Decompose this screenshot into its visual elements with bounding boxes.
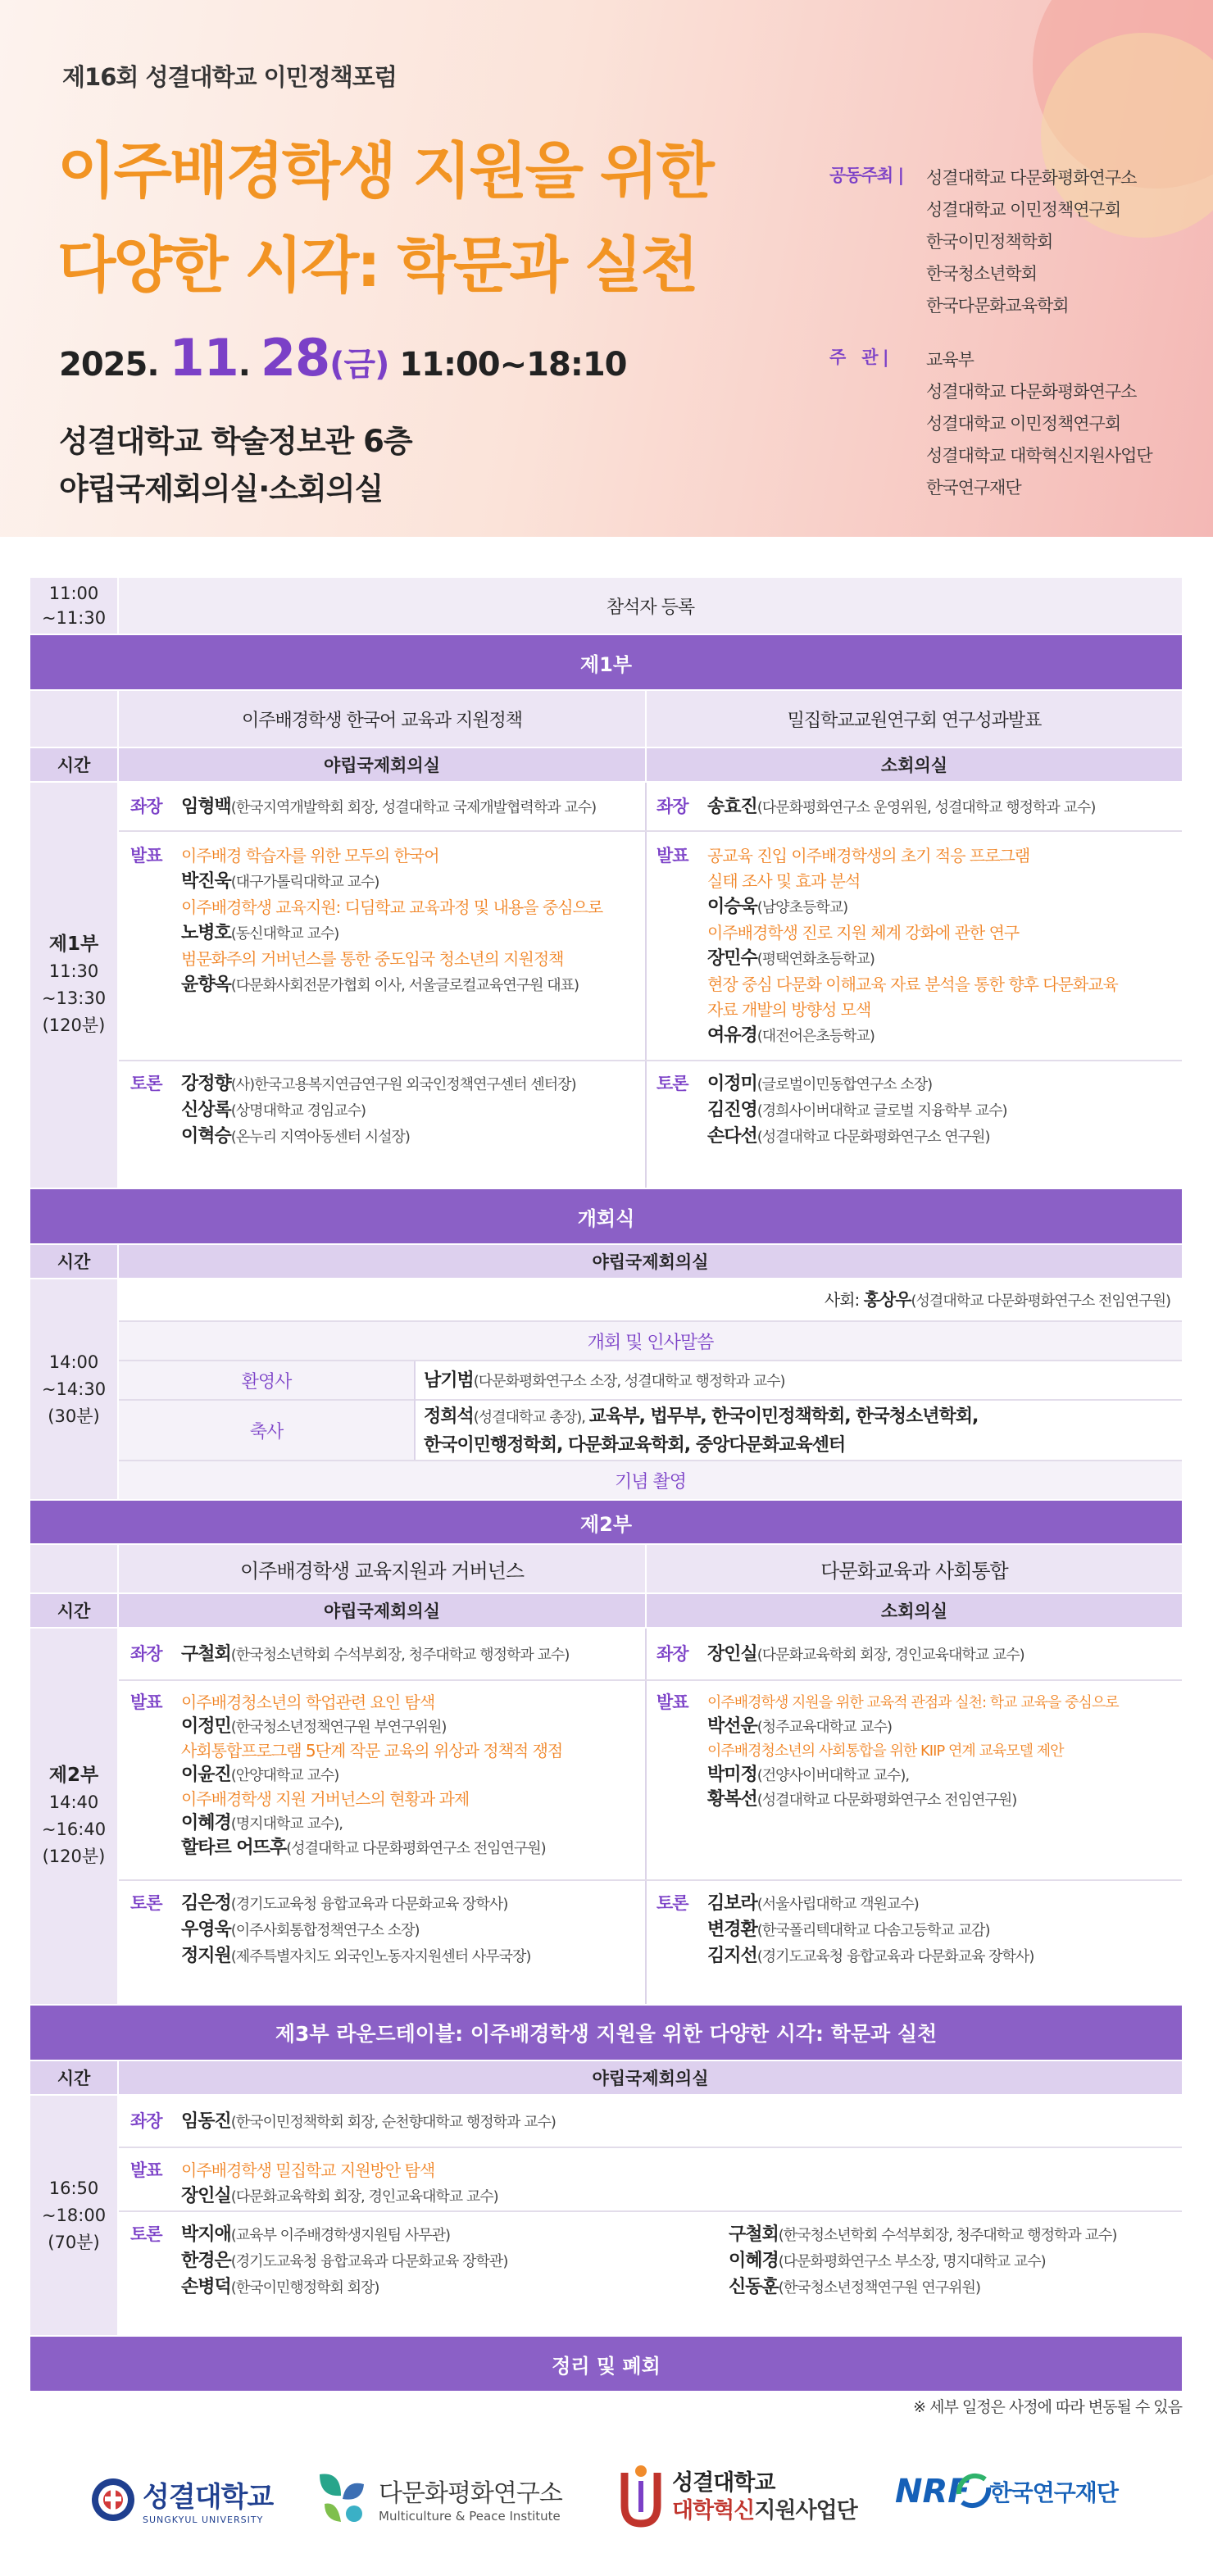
sungkyul-logo: 성결대학교 SUNGKYUL UNIVERSITY <box>90 2474 273 2525</box>
org-item: 성결대학교 다문화평화연구소 <box>926 168 1137 188</box>
venue-line-2: 야립국제회의실·소회의실 <box>59 471 384 507</box>
room-label: 소회의실 <box>647 1594 1182 1627</box>
discussion-row-right: 구철회(한국청소년학회 수석부회장, 청주대학교 행정학과 교수) 이혜경(다문화평화연구소 부소장, 명지대학교 교수) 신동훈(한국청소년정책연구원 연구위원) <box>729 2224 1117 2297</box>
time-header: 시간 <box>30 2061 117 2094</box>
welcome-row: 남기범(다문화평화연구소 소장, 성결대학교 행정학과 교수) <box>424 1370 785 1391</box>
session-2-left-topic: 이주배경학생 교육지원과 거버넌스 <box>119 1545 645 1592</box>
title-line-1: 이주배경학생 지원을 위한 <box>57 136 712 207</box>
poster-header <box>0 0 1213 537</box>
schedule-note: ※ 세부 일정은 사정에 따라 변동될 수 있음 <box>913 2398 1182 2416</box>
registration-time: 11:00 ~11:30 <box>30 578 117 634</box>
org-item: 한국이민정책학회 <box>926 232 1053 252</box>
event-date: 2025. 11. 28(금) 11:00~18:10 <box>59 328 627 388</box>
org-item: 성결대학교 다문화평화연구소 <box>926 382 1137 402</box>
session-2-right-topic: 다문화교육과 사회통합 <box>647 1545 1182 1592</box>
session-1-time: 제1부 11:30 ~13:30 (120분) <box>30 783 117 1188</box>
opening-time: 14:00 ~14:30 (30분) <box>30 1279 117 1499</box>
session-1-right-topic: 밀집학교교원연구회 연구성과발표 <box>647 691 1182 747</box>
greeting-title: 개회 및 인사말씀 <box>119 1322 1182 1360</box>
registration-label: 참석자 등록 <box>119 578 1182 634</box>
org-item: 한국다문화교육학회 <box>926 296 1069 316</box>
session-3-time: 16:50 ~18:00 (70분) <box>30 2096 117 2335</box>
org-item: 성결대학교 이민정책연구회 <box>926 414 1121 434</box>
time-header: 시간 <box>30 748 117 781</box>
session-2-body: 좌장 구철회(한국청소년학회 수석부회장, 청주대학교 행정학과 교수) 발표 이주배경청소년의 학업관련 요인 탐색 이정민(한국청소년정책연구원 부연구위원) 사회통합프로그램 5단계 작문 교육의 위상과 정책적 쟁점 이윤진(안양대학교 교수) 이주배경학생 지원 거버넌스의 현황과 과제 이혜경(명지대학교 교수), 할타르 어뜨후(성결대학교 다문화평화연구소 전임연구원) 토론 김은정(경기도교육청 융합교육과 다문화교육 장학사) 우영욱(이주사회통합정책연구소 소장) 정지원(제주특별자치도 외국인노동자지원센터 사무국장) 좌장 장인실(다문화교육학회 회장, 경인교육대학교 교수) 발표 이주배경학생 지원을 위한 교육적 관점과 실천: 학교 교육을 중심으로 박선운(청주교육대학교 교수) 이주배경청소년의 사회통합을 위한 KIIP 연계 교육모델 제안 박미정(건양사이버대학교 교수), 황복선(성결대학교 다문화평화연구소 전임연구원) 토론 김보라(서울사립대학교 객원교수) 변경환(한국폴리텍대학교 다솜고등학교 교감) 김지선(경기도교육청 융합교육과 다문화교육 장학사) <box>119 1629 1182 2004</box>
cohost-label: 공동주최 | <box>829 166 904 185</box>
org-item: 성결대학교 이민정책연구회 <box>926 200 1121 220</box>
session-3-title: 제3부 라운드테이블: 이주배경학생 지원을 위한 다양한 시각: 학문과 실천 <box>30 2006 1182 2060</box>
closing-title: 정리 및 폐회 <box>30 2337 1182 2391</box>
org-item: 한국연구재단 <box>926 478 1021 497</box>
globe-arc-icon <box>952 2469 992 2509</box>
room-label: 야립국제회의실 <box>119 1594 645 1627</box>
leaf-emblem-icon <box>313 2468 370 2528</box>
org-item: 성결대학교 대학혁신지원사업단 <box>926 446 1152 466</box>
blank-cell <box>30 691 117 747</box>
time-header: 시간 <box>30 1594 117 1627</box>
u-emblem-icon <box>616 2463 666 2532</box>
session-1-title: 제1부 <box>30 635 1182 689</box>
session-1-left-topic: 이주배경학생 한국어 교육과 지원정책 <box>119 691 645 747</box>
opening-title: 개회식 <box>30 1189 1182 1243</box>
nrf-logo: NRF 한국연구재단 <box>895 2473 1118 2510</box>
org-item: 한국청소년학회 <box>926 264 1038 284</box>
venue-line-1: 성결대학교 학술정보관 6층 <box>59 424 412 459</box>
university-seal-icon <box>90 2477 136 2523</box>
room-label: 야립국제회의실 <box>119 748 645 781</box>
sponsor-logos <box>0 2447 1213 2561</box>
congrats-row: 정희석(성결대학교 총장), 교육부, 법무부, 한국이민정책학회, 한국청소년학회, 한국이민행정학회, 다문화교육학회, 중앙다문화교육센터 <box>424 1406 979 1456</box>
org-item: 교육부 <box>926 350 974 370</box>
program-table <box>30 578 1182 2378</box>
photo-session: 기념 촬영 <box>119 1461 1182 1499</box>
congrats-label: 축사 <box>119 1401 414 1460</box>
forum-subtitle: 제16회 성결대학교 이민정책포럼 <box>62 63 397 91</box>
opening-body <box>119 1279 1182 1499</box>
title-line-2: 다양한 시각: 학문과 실천 <box>57 230 697 301</box>
session-2-time: 제2부 14:40 ~16:40 (120분) <box>30 1629 117 2004</box>
nrf-mark: NRF <box>895 2473 970 2510</box>
mc-row: 사회: 홍상우(성결대학교 다문화평화연구소 전임연구원) <box>824 1290 1170 1310</box>
time-header: 시간 <box>30 1245 117 1278</box>
room-label: 야립국제회의실 <box>119 2061 1182 2094</box>
session-1-body: 좌장 임형백(한국지역개발학회 회장, 성결대학교 국제개발협력학과 교수) 발표 이주배경 학습자를 위한 모두의 한국어 박진욱(대구가톨릭대학교 교수) 이주배경학생 교육지원: 디딤학교 교육과정 및 내용을 중심으로 노병호(동신대학교 교수) 범문화주의 거버넌스를 통한 중도입국 청소년의 지원정책 윤향옥(다문화사회전문가협회 이사, 서울글로컬교육연구원 대표) 토론 강정향(사)한국고용복지연금연구원 외국인정책연구센터 센터장) 신상록(상명대학교 경임교수) 이혁승(온누리 지역아동센터 시설장) 좌장 송효진(다문화평화연구소 운영위원, 성결대학교 행정학과 교수) 발표 공교육 진입 이주배경학생의 초기 적응 프로그램 실태 조사 및 효과 분석 이승욱(남양초등학교) 이주배경학생 진로 지원 체계 강화에 관한 연구 장민수(평택연화초등학교) 현장 중심 다문화 이해교육 자료 분석을 통한 향후 다문화교육 자료 개발의 방향성 모색 여유경(대전어은초등학교) 토론 이정미(글로벌이민동합연구소 소장) 김진영(경희사이버대학교 글로벌 지융학부 교수) 손다선(성결대학교 다문화평화연구소 연구원) <box>119 783 1182 1188</box>
welcome-label: 환영사 <box>119 1361 414 1399</box>
room-label: 야립국제회의실 <box>119 1245 1182 1278</box>
multiculture-peace-logo: 다문화평화연구소 Multiculture & Peace Institute <box>313 2468 562 2528</box>
blank-cell <box>30 1545 117 1592</box>
room-label: 소회의실 <box>647 748 1182 781</box>
host-label: 주 관 | <box>829 348 888 367</box>
session-2-title: 제2부 <box>30 1501 1182 1543</box>
innovation-project-logo: 성결대학교 대학혁신지원사업단 <box>616 2463 857 2532</box>
session-3-body: 좌장 임동진(한국이민정책학회 회장, 순천향대학교 행정학과 교수) 발표 이주배경학생 밀집학교 지원방안 탐색 장인실(다문화교육학회 회장, 경인교육대학교 교수) 토론 박지애(교육부 이주배경학생지원팀 사무관) 한경은(경기도교육청 융합교육과 다문화교육 장학관) 손병덕(한국이민행정학회 회장) 구철회(한국청소년학회 수석부회장, 청주대학교 행정학과 교수) 이혜경(다문화평화연구소 부소장, 명지대학교 교수) 신동훈(한국청소년정책연구원 연구위원) <box>119 2096 1182 2335</box>
